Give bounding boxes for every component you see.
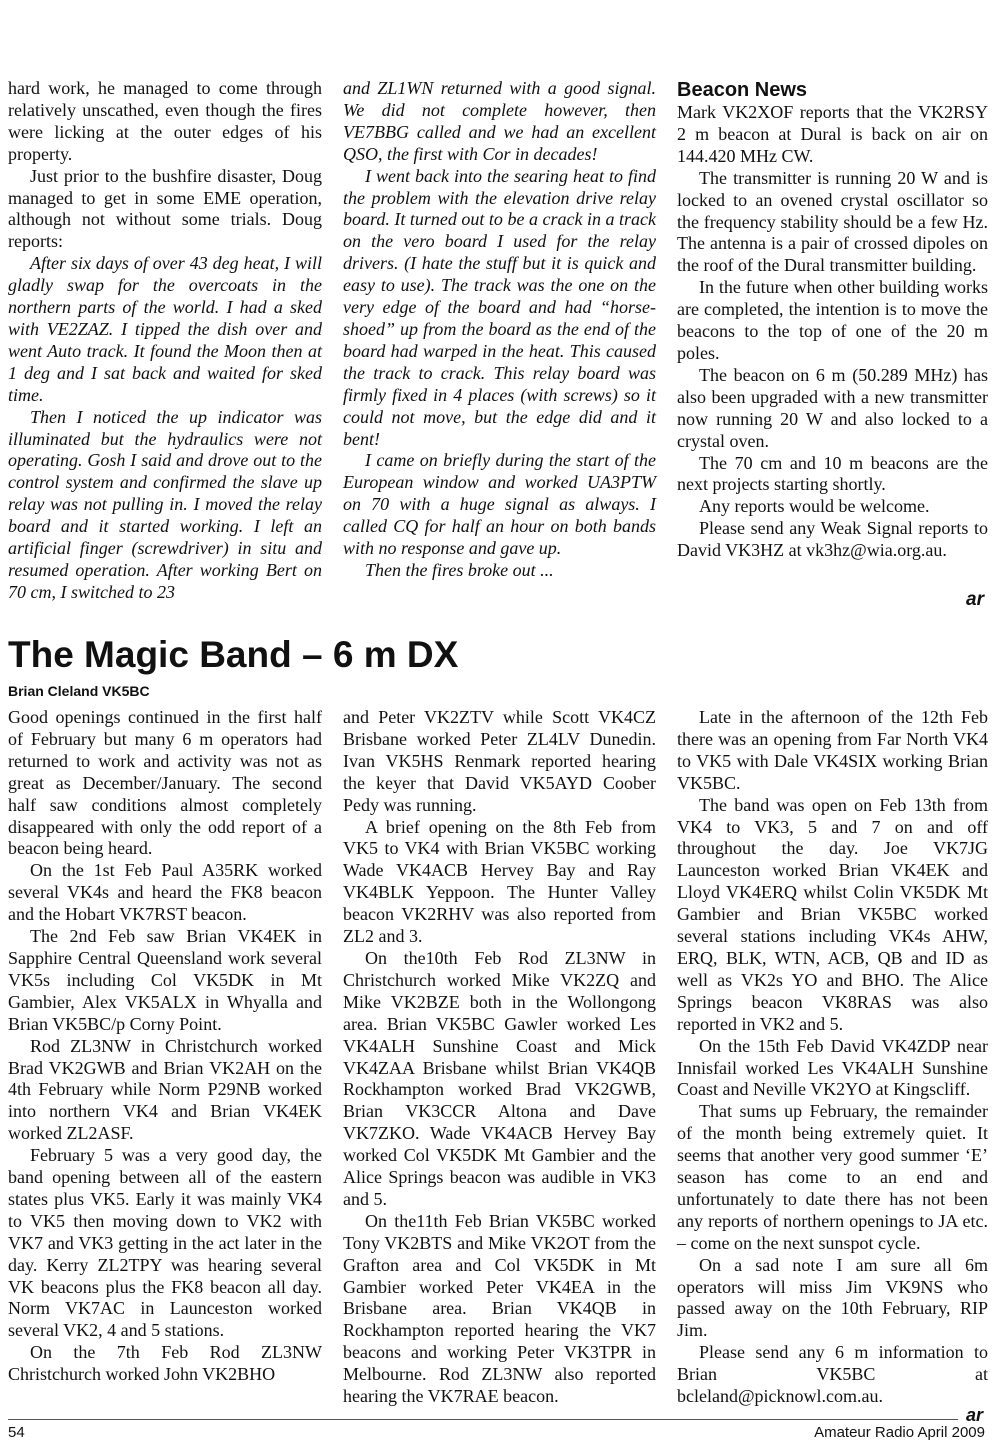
paragraph: and ZL1WN returned with a good signal. We did not complete however, then VE7BBG called and we had an excellent QSO, the first with Cor in decades! [343, 78, 656, 164]
paragraph: I came on briefly during the start of the European window and worked UA3PTW on 70 with a huge signal as always. I called CQ for half an hour on both bands with no response and gave up. [343, 450, 656, 559]
article-column-1 [8, 707, 322, 1386]
paragraph: On a sad note I am sure all 6m operators will miss Jim VK9NS who passed away on the 10th February, RIP Jim. [677, 1254, 988, 1341]
paragraph: In the future when other building works are completed, the intention is to move the beacons to the top of one of the 20 m poles. [677, 277, 988, 363]
paragraph: Rod ZL3NW in Christchurch worked Brad VK2GWB and Brian VK2AH on the 4th February while Norm P29NB worked into northern VK4 and Brian VK4EK worked ZL2ASF. [8, 1035, 322, 1144]
beacon-news-column [677, 78, 988, 562]
paragraph: Please send any 6 m information to Brian VK5BC at bcleland@picknowl.com.au. [677, 1342, 988, 1407]
paragraph: The 70 cm and 10 m beacons are the next projects starting shortly. [677, 452, 988, 495]
paragraph: On the11th Feb Brian VK5BC worked Tony VK2BTS and Mike VK2OT from the Grafton area and Col VK5DK in Mt Gambier worked Peter VK4EA in the Brisbane area. Brian VK4QB in Rockhampton reported hearing the VK7 beacons and working Peter VK3TPR in Melbourne. Rod ZL3NW also reported hearing the VK7RAE beacon. [343, 1210, 656, 1407]
paragraph: Any reports would be welcome. [699, 496, 930, 517]
paragraph: A brief opening on the 8th Feb from VK5 to VK4 with Brian VK5BC working Wade VK4ACB Hervey Bay and Ray VK4BLK Yeppoon. The Hunter Valley beacon VK2RHV was also reported from ZL2 and 3. [343, 816, 656, 947]
paragraph: On the 7th Feb Rod ZL3NW Christchurch worked John VK2BHO [8, 1342, 322, 1385]
paragraph: Then the fires broke out ... [365, 559, 554, 580]
paragraph: Good openings continued in the first half of February but many 6 m operators had returned to work and activity was not as great as December/January. The second half saw conditions almost completely disappeared with only the odd report of a beacon being heard. [8, 707, 322, 859]
paragraph: Mark VK2XOF reports that the VK2RSY 2 m beacon at Dural is back on air on 144.420 MHz CW. [677, 102, 988, 166]
article-column-3 [677, 707, 988, 1408]
paragraph: The transmitter is running 20 W and is locked to an ovened crystal oscillator so the frequency stability should be a few Hz. The antenna is a pair of crossed dipoles on the roof of the Dural transmitter building. [677, 167, 988, 276]
paragraph: Just prior to the bushfire disaster, Doug managed to get in some EME operation, although not without some trials. Doug reports: [8, 165, 322, 252]
paragraph: On the 15th Feb David VK4ZDP near Innisfail worked Les VK4ALH Sunshine Coast and Neville VK2YO at Kingscliff. [677, 1035, 988, 1100]
page-number: 54 [8, 1424, 25, 1441]
paragraph: February 5 was a very good day, the band opening between all of the eastern states plus VK5. Early it was mainly VK4 to VK5 then moving down to VK2 with VK7 and VK3 getting in the act later in the day. Kerry ZL2TPY was hearing several VK beacons plus the FK8 beacon all day. Norm VK7AC in Launceston worked several VK2, 4 and 5 stations. [8, 1145, 322, 1341]
continued-story-column-2 [343, 78, 656, 582]
paragraph: The 2nd Feb saw Brian VK4EK in Sapphire Central Queensland work several VK5s including Col VK5DK in Mt Gambier, Alex VK5ALX in Whyalla and Brian VK5BC/p Corny Point. [8, 926, 322, 1034]
paragraph: I went back into the searing heat to find the problem with the elevation drive relay board. It turned out to be a crack in a track on the vero board I used for the relay drivers. (I hate the stuff but it is quick and easy to use). The track was the one on the very edge of the board and had “horse-shoed” up from the board as the end of the board had warped in the heat. This caused the track to crack. This relay board was firmly fixed in 4 places (with screws) so it could not move, but the edge did and it bent! [343, 165, 656, 449]
paragraph: That sums up February, the remainder of the month being extremely quiet. It seems that another very good summer ‘E’ season has come to an end and unfortunately to date there has not been any reports of northern openings to JA etc. – come on the next sunspot cycle. [677, 1101, 988, 1253]
article-column-2 [343, 707, 656, 1408]
paragraph: and Peter VK2ZTV while Scott VK4CZ Brisbane worked Peter ZL4LV Dunedin. Ivan VK5HS Renmark reported hearing the keyer that David VK5AYD Coober Pedy was running. [343, 707, 656, 815]
publication-title: Amateur Radio April 2009 [814, 1424, 985, 1441]
paragraph: Then I noticed the up indicator was illuminated but the hydraulics were not operating. Gosh I said and drove out to the control system and confirmed the slave up relay was not pulling in. I moved the relay board and it started working. I left an artificial finger (screwdriver) in situ and resumed operation. After working Bert on 70 cm, I switched to 23 [8, 406, 322, 602]
paragraph: On the 1st Feb Paul A35RK worked several VK4s and heard the FK8 beacon and the Hobart VK7RST beacon. [8, 860, 322, 925]
article-title: The Magic Band – 6 m DX [8, 634, 459, 675]
continued-story-column-1 [8, 78, 322, 604]
paragraph: The band was open on Feb 13th from VK4 to VK3, 5 and 7 on and off throughout the day. Joe VK7JG Launceston worked Brian VK4EK and Lloyd VK4ERQ whilst Colin VK5DK Mt Gambier and Brian VK5BC worked several stations including VK4s AHW, ERQ, BLK, WTN, ACB, QB and ID as well as VK2s YO and BHO. The Alice Springs beacon VK8RAS was also reported in VK2 and 5. [677, 794, 988, 1034]
article-byline: Brian Cleland VK5BC [8, 683, 150, 699]
beacon-news-heading: Beacon News [677, 79, 808, 101]
paragraph: The beacon on 6 m (50.289 MHz) has also been upgraded with a new transmitter now running 20 W and also locked to a crystal oven. [677, 364, 988, 451]
end-of-article-mark: ar [966, 589, 984, 610]
paragraph: hard work, he managed to come through relatively unscathed, even though the fires were licking at the outer edges of his property. [8, 78, 322, 164]
paragraph: Late in the afternoon of the 12th Feb there was an opening from Far North VK4 to VK5 with Dale VK4SIX working Brian VK5BC. [677, 707, 988, 793]
footer-rule [8, 1419, 958, 1420]
paragraph: On the10th Feb Rod ZL3NW in Christchurch worked Mike VK2ZQ and Mike VK2BZE both in the Wollongong area. Brian VK5BC Gawler worked Les VK4ALH Sunshine Coast and Mick VK4ZAA Brisbane whilst Brian VK4QB Rockhampton worked Brad VK2GWB, Brian VK3CCR Altona and Dave VK7ZKO. Wade VK4ACB Hervey Bay worked Col VK5DK Mt Gambier and the Alice Springs beacon was audible in VK3 and 5. [343, 947, 656, 1209]
footer-logo-mark: ar [966, 1405, 984, 1425]
paragraph: After six days of over 43 deg heat, I will gladly swap for the overcoats in the northern parts of the world. I had a sked with VE2ZAZ. I tipped the dish over and went Auto track. It found the Moon then at 1 deg and I sat back and waited for sked time. [8, 253, 322, 405]
paragraph: Please send any Weak Signal reports to David VK3HZ at vk3hz@wia.org.au. [677, 518, 988, 561]
